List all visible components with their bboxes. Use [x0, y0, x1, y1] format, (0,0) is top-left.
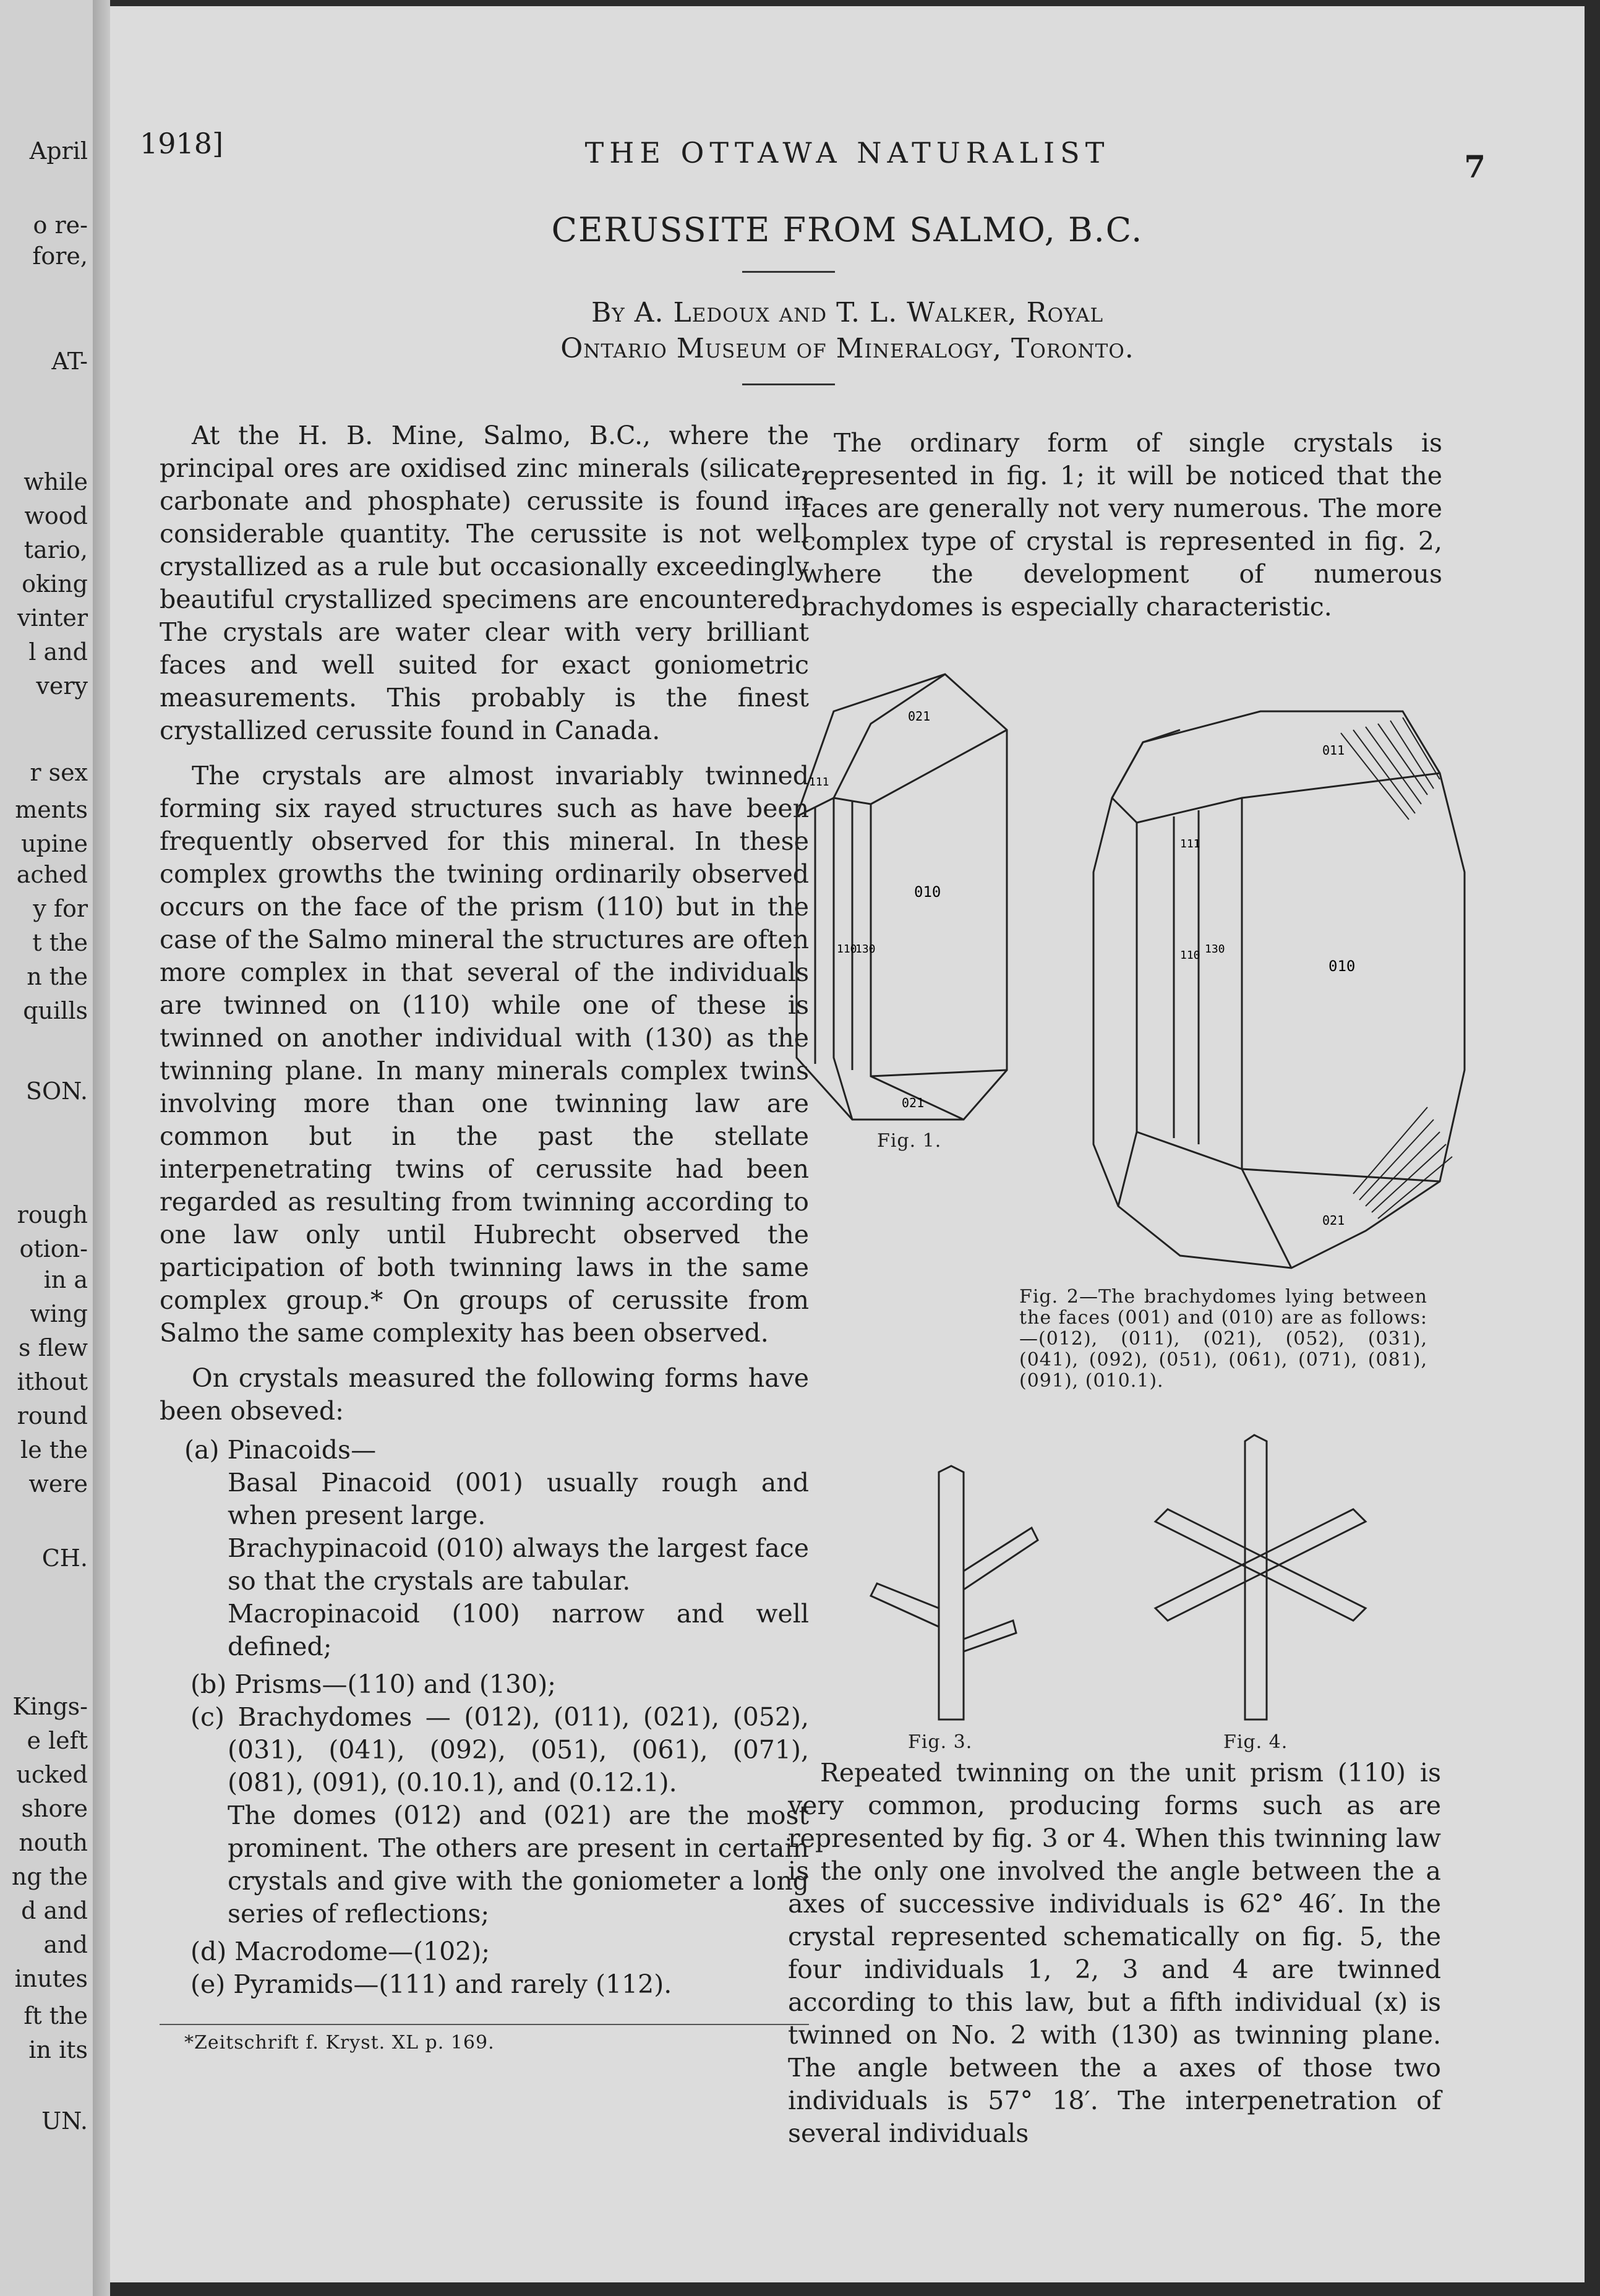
adjacent-page-fragment: ft the [24, 2002, 88, 2029]
adjacent-page-fragment: AT- [51, 348, 88, 375]
forms-item-d: (d) Macrodome—(102); [190, 1937, 490, 1966]
forms-item-e: (e) Pyramids—(111) and rarely (112). [190, 1969, 672, 1999]
adjacent-page-fragment: CH. [41, 1544, 88, 1572]
face-label-021: 021 [908, 709, 931, 724]
adjacent-page-fragment: y for [33, 895, 88, 922]
face-label-111: 111 [809, 776, 829, 789]
adjacent-page-fragment: fore, [32, 242, 88, 270]
journal-title: THE OTTAWA NATURALIST [584, 136, 1110, 169]
forms-item-basal: Basal Pinacoid (001) usually rough and when present large. [228, 1468, 809, 1530]
figure-3-twin [865, 1460, 1050, 1732]
adjacent-page-fragment: vinter [17, 604, 88, 632]
adjacent-page-fragment: ached [16, 861, 88, 888]
adjacent-page-fragment: ucked [16, 1761, 88, 1788]
adjacent-page-fragment: wood [24, 502, 88, 529]
face-label-130: 130 [855, 943, 876, 956]
paragraph: At the H. B. Mine, Salmo, B.C., where the principal ores are oxidised zinc minerals (silicate, carbonate and phosphate) cerussite is found in considerable quantity. The cerussite is not well crystallized as a rule but occasionally exceedingly beautiful crystallized specimens are encountered. The crystals are water clear with very brilliant faces and well suited for exact goniometric measurements. This probably is the finest crystallized cerussite found in Canada. [160, 421, 809, 745]
adjacent-page-fragment: o re- [33, 212, 88, 239]
adjacent-page-fragment: Kings- [12, 1693, 88, 1720]
footnote: *Zeitschrift f. Kryst. XL p. 169. [184, 2032, 495, 2054]
adjacent-page-fragment: ng the [11, 1863, 88, 1890]
left-column [160, 419, 809, 2001]
right-column-top [802, 427, 1442, 623]
right-column-bottom [788, 1757, 1441, 2150]
figure-3-caption: Fig. 3. [908, 1731, 973, 1753]
forms-item-c-note: The domes (012) and (021) are the most prominent. The others are present in certain crystals and give with the goniometer a long series of reflections; [228, 1801, 809, 1929]
forms-item-macro: Macropinacoid (100) narrow and well defined; [228, 1599, 809, 1661]
byline-rule [742, 383, 835, 385]
byline-affiliation: Ontario Museum of Mineralogy, Toronto. [560, 333, 1134, 364]
article-title: CERUSSITE FROM SALMO, B.C. [551, 210, 1144, 249]
forms-item-c: (c) Brachydomes — (012), (011), (021), (052), (031), (041), (092), (051), (061), (071), (081), (091), (0.10.1), and (0.12.1). [190, 1702, 809, 1797]
page-number: 7 [1464, 148, 1486, 185]
forms-item-b: (b) Prisms—(110) and (130); [190, 1669, 556, 1699]
adjacent-page-fragment: in a [43, 1266, 88, 1293]
adjacent-page-fragment: ments [15, 796, 88, 823]
adjacent-page-fragment: and [43, 1931, 88, 1958]
year-header: 1918] [140, 127, 224, 160]
adjacent-page-fragment: n the [27, 963, 88, 990]
adjacent-page-fragment: ithout [17, 1368, 88, 1395]
adjacent-page-fragment: very [36, 672, 88, 700]
adjacent-page-fragment: e left [27, 1727, 88, 1754]
face-label-021: 021 [1322, 1213, 1345, 1228]
adjacent-page-fragment: r sex [30, 759, 88, 786]
paragraph: The crystals are almost invariably twinned forming six rayed structures such as have been frequently observed for this mineral. In these complex growths the twining ordinarily observed occurs on the face of the prism (110) but in the case of the Salmo mineral the structures are often more complex in that several of the individuals are twinned on (110) while one of these is twinned on another individual with (130) as the twinning plane. In many minerals complex twins involving more than one twinning law are common but in the past the stellate interpenetrating twins of cerussite had been regarded as resulting from twinning according to one law only until Hubrecht observed the participation of both twinning laws in the same complex group.* On groups of cerussite from Salmo the same complexity has been observed. [160, 761, 809, 1348]
figure-1-crystal [784, 662, 1044, 1132]
adjacent-page-fragment: while [24, 468, 88, 495]
adjacent-page-fragment: t the [32, 929, 88, 956]
adjacent-page-fragment: rough [17, 1201, 88, 1228]
face-label-010: 010 [914, 883, 941, 901]
adjacent-page-fragment: oking [22, 570, 88, 598]
forms-item-a: (a) Pinacoids— [184, 1435, 377, 1465]
adjacent-page-fragment: otion- [19, 1235, 88, 1262]
figure-2-caption: Fig. 2—The brachydomes lying between the faces (001) and (010) are as follows:—(012), (011), (021), (052), (031), (041), (092), (051), (061), (071), (081), (091), (010.1). [1019, 1286, 1427, 1392]
face-label-010: 010 [1328, 957, 1356, 975]
adjacent-page-fragment: in its [28, 2036, 88, 2063]
face-label-130: 130 [1205, 943, 1225, 956]
paragraph: Repeated twinning on the unit prism (110) is very common, producing forms such as are represented by fig. 3 or 4. When this twinning law is the only one involved the angle between the a axes of successive individuals is 62° 46′. In the crystal represented schematically on fig. 5, the four individuals 1, 2, 3 and 4 are twinned according to this law, but a fifth individual (x) is twinned on No. 2 with (130) as twinning plane. The angle between the a axes of those two individuals is 57° 18′. The interpenetration of several individuals [788, 1758, 1441, 2148]
paragraph: On crystals measured the following forms have been obseved: [160, 1363, 809, 1426]
face-label-111: 111 [1180, 837, 1200, 850]
adjacent-page-fragment: upine [21, 830, 88, 857]
face-label-110: 110 [1180, 949, 1200, 962]
adjacent-page-fragment: le the [20, 1436, 88, 1463]
forms-item-brachy: Brachypinacoid (010) always the largest face so that the crystals are tabular. [228, 1533, 809, 1596]
adjacent-page-fragment: shore [21, 1795, 88, 1822]
adjacent-page-fragment: d and [21, 1897, 88, 1924]
page-gutter [93, 0, 110, 2296]
adjacent-page-fragment: inutes [14, 1965, 88, 1992]
face-label-011: 011 [1322, 743, 1345, 758]
face-label-110: 110 [837, 943, 857, 956]
byline-authors: By A. Ledoux and T. L. Walker, Royal [591, 297, 1104, 328]
adjacent-page-fragment: tario, [24, 536, 88, 563]
figure-2-crystal [1056, 687, 1551, 1280]
face-label-021-lower: 021 [902, 1095, 925, 1110]
figure-4-caption: Fig. 4. [1223, 1731, 1288, 1753]
footnote-rule [160, 2024, 809, 2025]
adjacent-page-fragment: nouth [19, 1829, 88, 1856]
paragraph: The ordinary form of single crystals is represented in fig. 1; it will be noticed that the faces are generally not very numerous. The more complex type of crystal is represented in fig. 2, where the development of numerous brachydomes is especially characteristic. [802, 428, 1442, 622]
adjacent-page-fragment: round [17, 1402, 88, 1429]
page [110, 6, 1585, 2282]
adjacent-page-fragment: l and [28, 638, 88, 666]
title-rule [742, 271, 835, 273]
adjacent-page-strip [0, 0, 93, 2296]
adjacent-page-fragment: UN. [41, 2107, 88, 2135]
adjacent-page-fragment: s flew [19, 1334, 88, 1361]
adjacent-page-fragment: SON. [25, 1077, 88, 1105]
adjacent-page-fragment: wing [30, 1300, 88, 1327]
figure-4-twin [1143, 1429, 1378, 1732]
figure-1-caption: Fig. 1. [877, 1130, 942, 1152]
adjacent-page-fragment: quills [23, 997, 88, 1024]
adjacent-page-fragment: were [28, 1470, 88, 1497]
adjacent-page-fragment: April [29, 137, 88, 165]
